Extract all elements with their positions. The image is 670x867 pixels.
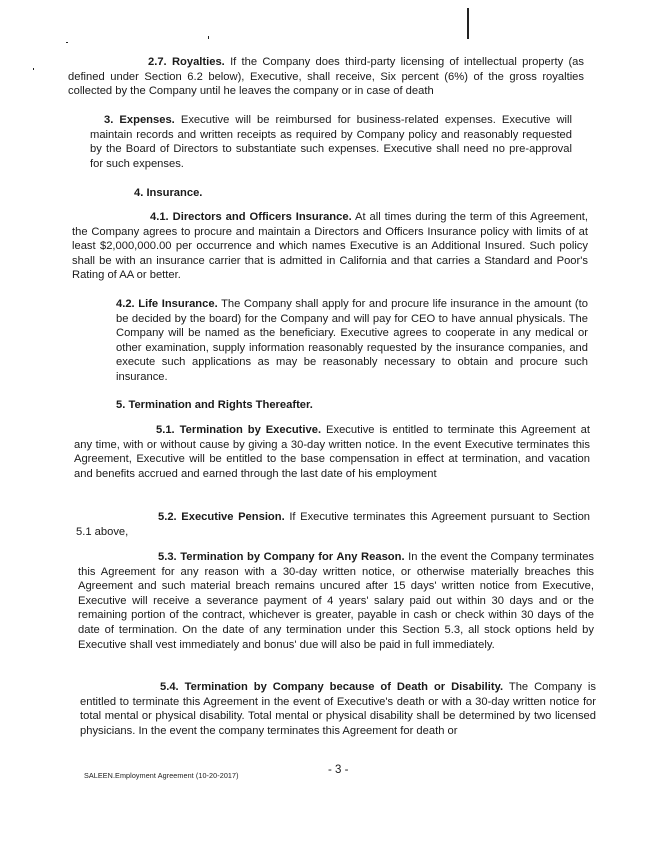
section-5-3-body: In the event the Company terminates this Agreement for any reason with a 30-day written notice, or otherwise materially breaches this Agreement and such material breach remains uncured after 15 days' written notice from Executive, Executive will receive a severance payment of 4 years' salary paid out within 30 days and or the remaining portion of the contract, whichever is greater, payable in cash or check within 30 days of the date of termination. On the date of any termination under this Section 5.3, all stock options held by Executive shall vest immediately and bonus' due will also be paid in full immediately. xyxy=(78,551,595,651)
section-5-3-title: Termination by Company for Any Reason. xyxy=(180,551,405,563)
section-4-2-title: Life Insurance. xyxy=(138,298,218,310)
section-5-4-title: Termination by Company because of Death or Disability. xyxy=(184,681,504,693)
section-3 xyxy=(90,113,572,171)
section-5-3 xyxy=(78,550,594,652)
section-5-title: Termination and Rights Thereafter. xyxy=(128,399,313,411)
section-3-number: 3. xyxy=(104,114,114,126)
section-5-1 xyxy=(74,423,590,481)
section-2-7-body: If the Company does third-party licensing of intellectual property (as defined under Section 6.2 below), Executive, shall receive, Six percent (6%) of the gross royalties collected by the Company until he leaves the company or in case of death xyxy=(68,56,584,98)
section-5-heading xyxy=(116,398,476,413)
section-5-number: 5. xyxy=(116,399,126,411)
section-2-7-number: 2.7. xyxy=(148,56,167,68)
section-5-4 xyxy=(80,680,596,738)
footer-document-name: SALEEN.Employment Agreement (10-20-2017) xyxy=(84,771,239,780)
section-4-2 xyxy=(116,297,588,385)
section-5-1-number: 5.1. xyxy=(156,424,175,436)
section-5-4-body: The Company is entitled to terminate this Agreement in the event of Executive's death or with a 30-day written notice for total mental or physical disability. Total mental or physical disability shall be determined by two licensed physicians. In the event the company terminates this Agreement for death or xyxy=(80,681,596,737)
section-2-7 xyxy=(68,55,584,99)
section-5-2-number: 5.2. xyxy=(158,511,177,523)
section-2-7-title: Royalties. xyxy=(171,56,225,68)
section-4-2-body: The Company shall apply for and procure life insurance in the amount (to be decided by the board) for the Company and will pay for CEO to have annual physicals. The Company will be named as the beneficiary. Executive agrees to cooperate in any medical or other examination, supply information reasonably requested by the insurance companies, and execute such applications as may be reasonably necessary to obtain and procure such insurance. xyxy=(116,298,588,383)
scan-margin-line xyxy=(467,8,469,39)
section-4-1-number: 4.1. xyxy=(150,211,169,223)
section-5-3-number: 5.3. xyxy=(158,551,177,563)
section-5-2-title: Executive Pension. xyxy=(181,511,285,523)
footer-page-number: - 3 - xyxy=(328,764,349,776)
section-4-1-title: Directors and Officers Insurance. xyxy=(172,211,352,223)
section-3-title: Expenses. xyxy=(119,114,175,126)
scan-speck xyxy=(33,68,34,70)
section-4-1 xyxy=(72,210,588,283)
section-4-heading xyxy=(134,186,434,201)
section-4-title: Insurance. xyxy=(146,187,203,199)
section-3-body: Executive will be reimbursed for business-related expenses. Executive will maintain records and written receipts as required by Company policy and reasonably requested by the Board of Directors to substantiate such expenses. Executive shall need no pre-approval for such expenses. xyxy=(90,114,573,170)
section-4-2-number: 4.2. xyxy=(116,298,135,310)
scan-speck xyxy=(208,36,209,39)
section-4-number: 4. xyxy=(134,187,144,199)
section-5-4-number: 5.4. xyxy=(160,681,179,693)
section-5-1-title: Termination by Executive. xyxy=(179,424,322,436)
section-4-1-body: At all times during the term of this Agreement, the Company agrees to procure and maintain a Directors and Officers Insurance policy with limits of at least $2,000,000.00 per occurrence and which names Executive is an Additional Insured. Such policy shall be with an insurance carrier that is admitted in California and that carries a Standard and Poor's Rating of AA or better. xyxy=(72,211,589,282)
section-5-2-body: If Executive terminates this Agreement pursuant to Section 5.1 above, xyxy=(76,511,591,538)
section-5-2 xyxy=(76,510,590,539)
scan-speck xyxy=(66,42,68,43)
section-5-1-body: Executive is entitled to terminate this Agreement at any time, with or without cause by giving a 30-day written notice. In the event Executive terminates this Agreement, Executive will be entitled to the base compensation in effect at termination, and vacation and benefits accrued and earned through the last date of his employment xyxy=(74,424,591,480)
